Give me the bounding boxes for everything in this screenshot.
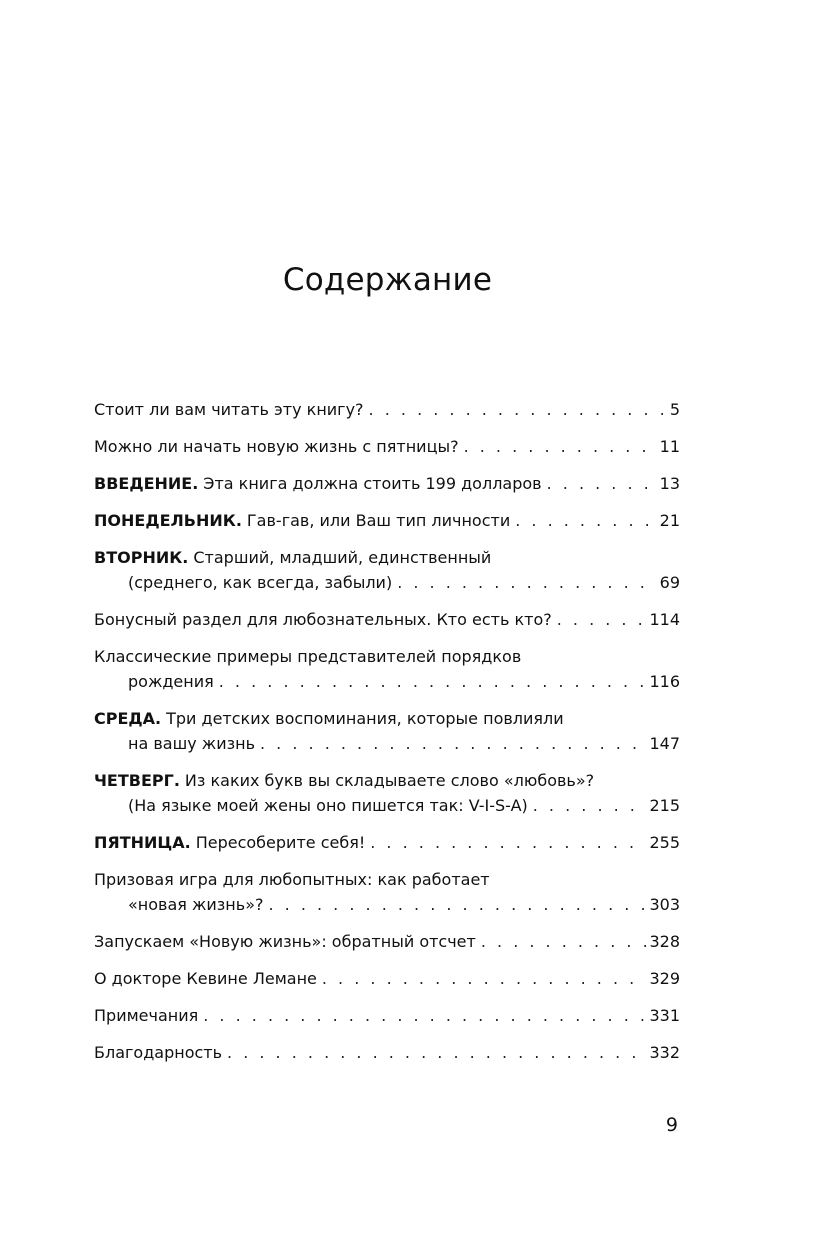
toc-entry [94, 644, 680, 694]
toc-row [94, 508, 680, 533]
dot-leader [515, 508, 656, 533]
toc-entry-title: Классические примеры представителей порядков [94, 647, 522, 666]
toc-entry-title: Старший, младший, единственный [193, 548, 492, 567]
toc-page-number: 255 [649, 833, 680, 852]
toc-row-continuation [94, 892, 680, 917]
toc-entry [94, 830, 680, 855]
toc-entry [94, 508, 680, 533]
toc-row [94, 768, 680, 793]
toc-row [94, 471, 680, 496]
toc-row [94, 607, 680, 632]
toc-row [94, 1003, 680, 1028]
toc-page-number: 13 [659, 474, 680, 493]
toc-entry [94, 397, 680, 422]
dot-leader [557, 607, 647, 632]
dot-leader [533, 793, 647, 818]
toc-entry-title-cont: (На языке моей жены оно пишется так: V-I-S-A) [128, 796, 528, 815]
toc-entry-title: Пересоберите себя! [195, 833, 366, 852]
dot-leader [227, 1040, 646, 1065]
toc-entry-lead: СРЕДА. [94, 709, 162, 728]
dot-leader [369, 397, 667, 422]
toc-row [94, 545, 680, 570]
toc-row [94, 929, 680, 954]
toc-entry [94, 768, 680, 818]
dot-leader [268, 892, 646, 917]
toc-entry-lead: ЧЕТВЕРГ. [94, 771, 180, 790]
toc-page-number: 114 [649, 610, 680, 629]
toc-row [94, 644, 680, 669]
toc-page-number: 21 [659, 511, 680, 530]
toc-row-continuation [94, 793, 680, 818]
toc-entry-title: Стоит ли вам читать эту книгу? [94, 400, 364, 419]
dot-leader [322, 966, 647, 991]
toc-entry [94, 434, 680, 459]
toc-entry-title: Три детских воспоминания, которые повлияли [166, 709, 564, 728]
toc-entry-title: Эта книга должна стоить 199 долларов [203, 474, 542, 493]
toc-entry [94, 545, 680, 595]
toc-entry [94, 706, 680, 756]
toc-entry [94, 929, 680, 954]
toc-entry [94, 1003, 680, 1028]
toc-page-number: 215 [649, 796, 680, 815]
toc-entry-title: Гав-гав, или Ваш тип личности [246, 511, 511, 530]
toc-entry-title: Запускаем «Новую жизнь»: обратный отсчет [94, 932, 476, 951]
toc-entry-lead: ВВЕДЕНИЕ. [94, 474, 199, 493]
toc-page-number: 332 [649, 1043, 680, 1062]
toc-page-number: 329 [649, 969, 680, 988]
toc-row-continuation [94, 570, 680, 595]
toc-page-number: 116 [649, 672, 680, 691]
toc-row [94, 867, 680, 892]
toc-row [94, 706, 680, 731]
page-title: Содержание [282, 262, 493, 298]
toc-entry-title: Благодарность [94, 1043, 223, 1062]
toc-page-number: 331 [649, 1006, 680, 1025]
toc-entry-lead: ПЯТНИЦА. [94, 833, 191, 852]
toc-row [94, 1040, 680, 1065]
toc-row [94, 397, 680, 422]
toc-entry-title-cont: «новая жизнь»? [128, 895, 264, 914]
dot-leader [219, 669, 647, 694]
toc-entry-lead: ПОНЕДЕЛЬНИК. [94, 511, 242, 530]
toc-entry-title: Бонусный раздел для любознательных. Кто есть кто? [94, 610, 552, 629]
toc-entry-title: Примечания [94, 1006, 199, 1025]
dot-leader [547, 471, 657, 496]
toc-entry-title-cont: (среднего, как всегда, забыли) [128, 573, 393, 592]
toc-entry [94, 471, 680, 496]
dot-leader [397, 570, 656, 595]
toc-page-number: 69 [659, 573, 680, 592]
toc-entry-title: Призовая игра для любопытных: как работает [94, 870, 490, 889]
table-of-contents [94, 397, 680, 1077]
toc-page-number: 328 [649, 932, 680, 951]
toc-entry-title: О докторе Кевине Лемане [94, 969, 317, 988]
toc-page-number: 303 [649, 895, 680, 914]
toc-entry-title: Из каких букв вы складываете слово «любовь»? [184, 771, 595, 790]
toc-page-number: 11 [659, 437, 680, 456]
toc-entry [94, 1040, 680, 1065]
dot-leader [370, 830, 646, 855]
toc-entry [94, 607, 680, 632]
toc-row [94, 830, 680, 855]
toc-entry-lead: ВТОРНИК. [94, 548, 189, 567]
dot-leader [260, 731, 646, 756]
toc-page-number: 147 [649, 734, 680, 753]
toc-entry [94, 966, 680, 991]
toc-page-number: 5 [669, 400, 680, 419]
dot-leader [203, 1003, 646, 1028]
dot-leader [464, 434, 657, 459]
toc-entry [94, 867, 680, 917]
toc-entry-title: Можно ли начать новую жизнь с пятницы? [94, 437, 459, 456]
toc-entry-title-cont: рождения [128, 672, 214, 691]
toc-row-continuation [94, 669, 680, 694]
toc-entry-title-cont: на вашу жизнь [128, 734, 255, 753]
dot-leader [481, 929, 647, 954]
toc-row-continuation [94, 731, 680, 756]
toc-row [94, 966, 680, 991]
toc-row [94, 434, 680, 459]
page-number: 9 [665, 1114, 678, 1136]
